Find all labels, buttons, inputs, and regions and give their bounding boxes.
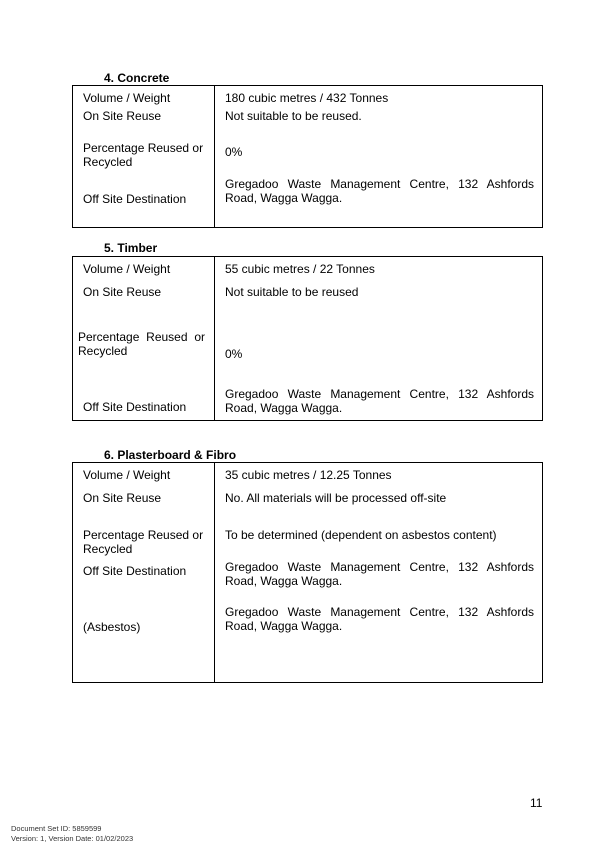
value-on-site-reuse: No. All materials will be processed off-site — [225, 491, 447, 505]
column-divider — [214, 257, 215, 420]
column-divider — [214, 86, 215, 227]
value-percentage-reused: 0% — [225, 145, 243, 159]
label-volume-weight: Volume / Weight — [83, 91, 171, 105]
table-plasterboard-fibro — [72, 462, 543, 683]
label-off-site-destination: Off Site Destination — [83, 564, 187, 578]
value-volume-weight: 180 cubic metres / 432 Tonnes — [225, 91, 389, 105]
table-concrete — [72, 85, 543, 228]
label-on-site-reuse: On Site Reuse — [83, 109, 162, 123]
value-asbestos-destination: Gregadoo Waste Management Centre, 132 Ashfords Road, Wagga Wagga. — [225, 605, 534, 633]
footer-version-date: Version: 1, Version Date: 01/02/2023 — [11, 834, 134, 843]
section-heading-plasterboard-fibro: 6. Plasterboard & Fibro — [104, 448, 237, 462]
label-percentage-reused: Percentage Reused or Recycled — [78, 330, 205, 358]
value-off-site-destination: Gregadoo Waste Management Centre, 132 Ashfords Road, Wagga Wagga. — [225, 560, 534, 588]
page-number: 11 — [530, 796, 543, 810]
footer-document-set-id: Document Set ID: 5859599 — [11, 824, 102, 833]
value-off-site-destination: Gregadoo Waste Management Centre, 132 Ashfords Road, Wagga Wagga. — [225, 177, 534, 205]
section-heading-concrete: 4. Concrete — [104, 71, 170, 85]
table-timber — [72, 256, 543, 421]
label-volume-weight: Volume / Weight — [83, 262, 171, 276]
label-asbestos: (Asbestos) — [83, 620, 141, 634]
value-percentage-reused: 0% — [225, 347, 243, 361]
label-off-site-destination: Off Site Destination — [83, 192, 187, 206]
value-off-site-destination: Gregadoo Waste Management Centre, 132 Ashfords Road, Wagga Wagga. — [225, 387, 534, 415]
label-percentage-reused: Percentage Reused or Recycled — [83, 141, 204, 169]
value-volume-weight: 35 cubic metres / 12.25 Tonnes — [225, 468, 392, 482]
label-off-site-destination: Off Site Destination — [83, 400, 187, 414]
value-on-site-reuse: Not suitable to be reused — [225, 285, 359, 299]
section-heading-timber: 5. Timber — [104, 241, 158, 255]
value-percentage-reused: To be determined (dependent on asbestos content) — [225, 528, 497, 542]
value-on-site-reuse: Not suitable to be reused. — [225, 109, 362, 123]
column-divider — [214, 463, 215, 682]
label-on-site-reuse: On Site Reuse — [83, 285, 162, 299]
label-volume-weight: Volume / Weight — [83, 468, 171, 482]
value-volume-weight: 55 cubic metres / 22 Tonnes — [225, 262, 375, 276]
label-on-site-reuse: On Site Reuse — [83, 491, 162, 505]
label-percentage-reused: Percentage Reused or Recycled — [83, 528, 204, 556]
